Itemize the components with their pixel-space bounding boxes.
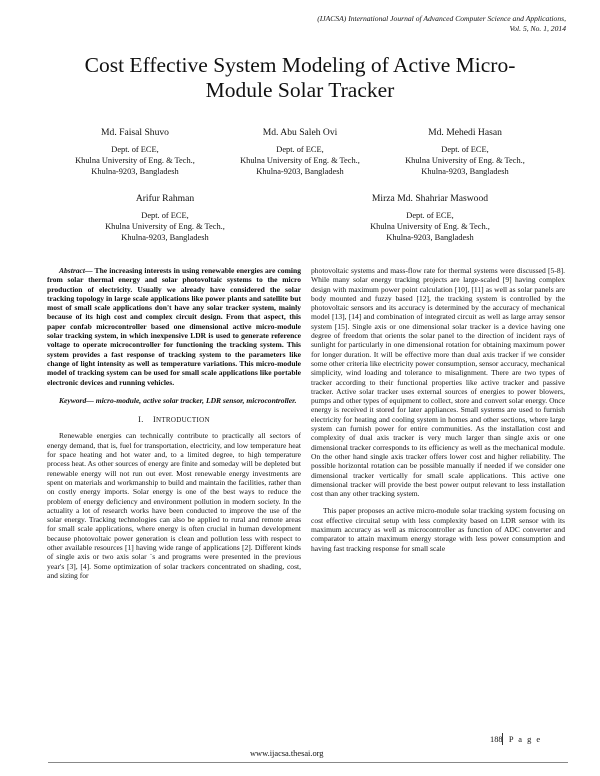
left-column [47, 266, 301, 580]
abstract-label: Abstract [59, 266, 85, 275]
title-line1: Cost Effective System Modeling of Active Micro- [84, 53, 516, 77]
author-city: Khulna-9203, Bangladesh [121, 233, 209, 242]
author-name: Mirza Md. Shahriar Maswood [371, 193, 489, 204]
author-city: Khulna-9203, Bangladesh [91, 167, 179, 176]
keywords [47, 396, 301, 405]
keywords-label: Keyword— [59, 395, 94, 405]
author-block-2 [225, 127, 375, 177]
keywords-text: micro-module, active solar tracker, LDR sensor, microcontroller. [93, 395, 297, 405]
author-dept: Dept. of ECE, [111, 145, 159, 154]
author-univ: Khulna University of Eng. & Tech., [75, 156, 195, 165]
paper-title [40, 53, 560, 103]
author-block-4 [90, 193, 240, 243]
page-number-value: 188 [490, 735, 503, 744]
journal-header [206, 14, 566, 34]
author-dept: Dept. of ECE, [406, 211, 454, 220]
page-number [490, 735, 542, 744]
author-dept: Dept. of ECE, [276, 145, 324, 154]
author-block-1 [60, 127, 210, 177]
author-name: Arifur Rahman [135, 193, 195, 204]
abstract-text: The increasing interests in using renewable energies are coming from solar thermal energy and solar photovoltaic systems to the micro production of electricity. Usually we already have considered the solar tracking topology in large scale applications like power plants and satellite but most of small scale applications don't have any solar tracker system, mainly because of its high cost and complex circuit design. From that aspect, this paper confab microcontroller based one dimensional active micro-module solar tracking system, in which inexpensive LDR is used to generate reference voltage to operate microcontroller for functioning the tracking system. This system provides a fast response of tracking system to the parameters like change of light intensity as well as temperature variations. This micro-module model of tracking system can be used for small scale applications like portable electronic devices and running vehicles. [47, 266, 301, 387]
author-name: Md. Abu Saleh Ovi [262, 127, 338, 138]
page-label: P a g e [508, 735, 542, 744]
author-city: Khulna-9203, Bangladesh [256, 167, 344, 176]
section-first-letter: I [152, 415, 156, 425]
author-dept: Dept. of ECE, [441, 145, 489, 154]
intro-paragraph: Renewable energies can technically contribute to practically all sectors of energy demand, that is, fuel for transportation, electricity, and low temperature heat for space heating and hot water and, to a limited degree, to high temperature process heat. As other sources of energy are finite and someday will be depleted but renewable energy will not run out ever. Most renewable energy investments are spent on materials and workmanship to build and maintain the facilities, rather than on costly energy imports. Solar energy is one of the best ways to reduce the problem of energy deficiency and environment pollution in modern society. In the actuality a lot of research works have been conducted to improve the use of the solar energy. Tracking technologies can also be applied to rural and remote areas for small scale applications, where energy is often crucial in human development because photovoltaic power generation is clean and pollution less with respect to other available resources [1] having wide range of applications [2]. Different kinds of single axis or two axis solar `s and programs were presented in the previous year's [3], [4]. Some optimization of solar trackers concentrated on shading, cost, and sizing for [47, 431, 301, 580]
footer-rule [48, 762, 568, 763]
author-dept: Dept. of ECE, [141, 211, 189, 220]
abstract-dash: — [85, 266, 93, 275]
section-numeral: I. [138, 415, 144, 425]
page-number-divider [502, 733, 503, 745]
footer-url[interactable]: www.ijacsa.thesai.org [250, 749, 324, 758]
author-univ: Khulna University of Eng. & Tech., [240, 156, 360, 165]
author-name: Md. Mehedi Hasan [428, 127, 502, 138]
right-paragraph-1: photovoltaic systems and mass-flow rate for thermal systems were discussed [5-8]. While many solar energy tracking projects are large-scaled [9] having complex design with maximum power point calculation [10], [11] as well as solar panels are body mounted and fuzzy based [12], the tracking system is controlled by the photovoltaic sensors and its accuracy is determined by the accuracy of mechanical model [13], [14] and combination of integrated circuit as well as large array sensor system [15]. Single axis or one dimensional solar tracker is a device having one degree of freedom that orients the solar panel to the direction of incident rays of sunlight for particularly in one dimensional rotation for obtaining maximum power for longer duration. It will be effective more than dual axis tracker if we consider some other criteria like electricity power consumption, sensor accuracy, mechanical simplicity, wind loading and tolerance to misalignment. There are two types of tracker according to their functional properties like active tracker and passive tracker. Active solar tracker uses external sources of energies to power blowers, pumps and other types of equipment to collect, store and convert solar energy. Once energy is received it stored for later appliances. Small systems are used to furnish electricity for heating and cooling system in homes and other sections, where large system can furnish power for entire communities. As the installation cost and complexity of dual axis tracker is very much larger than single axis or one dimensional tracker corresponds to its efficiency as well as the mechanical module. On the other hand single axis tracker offers lower cost and higher reliability. The possible horizontal rotation can be possible manually if needed if we consider one dimensional tracker vertically for small scale applications. This active one dimensional tracker will provide the best power output relevant to less installation cost than any other tracking system. [311, 266, 565, 499]
abstract [47, 266, 301, 387]
author-city: Khulna-9203, Bangladesh [421, 167, 509, 176]
author-univ: Khulna University of Eng. & Tech., [405, 156, 525, 165]
title-line2: Module Solar Tracker [205, 78, 395, 102]
section-rest: NTRODUCTION [155, 416, 210, 425]
section-heading-introduction [47, 415, 301, 425]
right-paragraph-2: This paper proposes an active micro-module solar tracking system focusing on cost effective circuital setup with less complexity based on LDR sensor with its maximum accuracy as well as microcontroller as function of ADC converter and comparator to attain maximum energy storage with less power consumption and having fast tracking response for small scale [311, 506, 565, 553]
journal-header-line2: Vol. 5, No. 1, 2014 [509, 24, 566, 33]
author-univ: Khulna University of Eng. & Tech., [370, 222, 490, 231]
author-block-3 [390, 127, 540, 177]
author-block-5 [345, 193, 515, 243]
journal-header-line1: (IJACSA) International Journal of Advanced Computer Science and Applications, [317, 14, 566, 23]
author-name: Md. Faisal Shuvo [101, 127, 169, 138]
right-column [311, 266, 565, 553]
author-univ: Khulna University of Eng. & Tech., [105, 222, 225, 231]
author-city: Khulna-9203, Bangladesh [386, 233, 474, 242]
